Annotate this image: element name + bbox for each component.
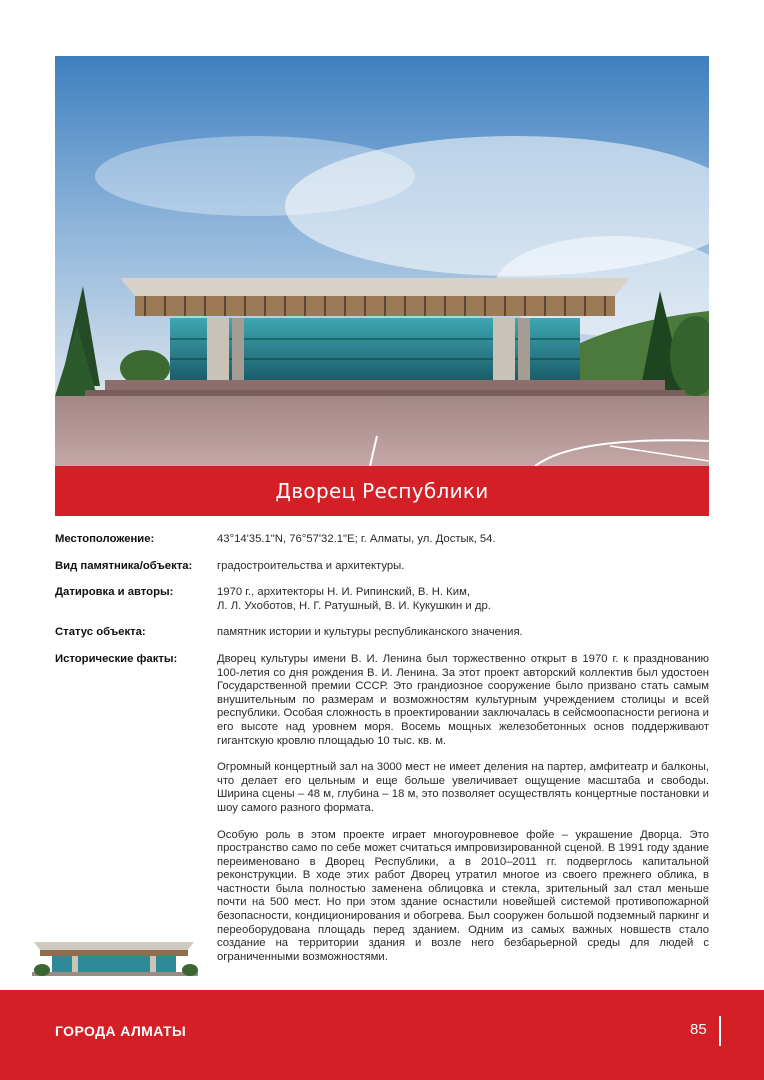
facts-text — [217, 653, 709, 964]
row-label: Исторические факты: — [55, 652, 178, 665]
row-value: памятник истории и культуры республиканского значения. — [217, 626, 523, 639]
footer — [0, 990, 764, 1080]
info-row-type — [55, 560, 709, 574]
palace-photo — [55, 56, 709, 466]
info-table — [55, 533, 709, 977]
info-row-facts — [55, 653, 709, 964]
paragraph: Огромный концертный зал на 3000 мест не имеет деления на партер, амфитеатр и балконы, что делает его цельным и еще больше увеличивает ощущение масштаба и свободы. Ширина сцены – 48 м, глубина – 18 м, это позволяет осуществлять концертные постановки и шоу самого разного формата. — [217, 761, 709, 814]
page-divider — [719, 1016, 721, 1046]
row-label: Местоположение: — [55, 533, 155, 545]
page-number: 85 — [690, 1021, 707, 1038]
paragraph: Дворец культуры имени В. И. Ленина был торжественно открыт в 1970 г. к празднованию 100-летия со дня рождения В. И. Ленина. За этот проект авторский коллектив был удостоен Государственной премии СССР. Это грандиозное сооружение было призвано стать самым внушительным по размерам и возможностям культурным учреждением столицы и всей республики. Особая сложность в проектировании заключалась в сейсмоопасности региона и его высоте над уровнем моря. Восемь мощных железобетонных основ поддерживают гигантскую кровлю площадью 10 тыс. кв. м. — [217, 652, 709, 747]
info-row-status — [55, 626, 709, 640]
row-label: Вид памятника/объекта: — [55, 559, 193, 572]
row-value-line: 1970 г., архитекторы Н. И. Рипинский, В. Н. Ким, — [217, 586, 470, 599]
info-row-dating — [55, 586, 709, 613]
section-title: ГОРОДА АЛМАТЫ — [55, 1023, 187, 1039]
row-value-line: Л. Л. Ухоботов, Н. Г. Ратушный, В. И. Кукушкин и др. — [217, 599, 491, 612]
page-title: Дворец Республики — [275, 479, 489, 503]
row-value — [217, 586, 709, 613]
building-thumbnail — [28, 932, 202, 982]
row-label: Датировка и авторы: — [55, 586, 174, 599]
row-value: 43°14'35.1"N, 76°57'32.1"E; г. Алматы, ул. Достык, 54. — [217, 533, 496, 545]
row-value: градостроительства и архитектуры. — [217, 559, 405, 572]
paragraph: Особую роль в этом проекте играет многоуровневое фойе – украшение Дворца. Это пространство само по себе может считаться импровизированной сценой. В 1991 году здание переименовано в Дворец Республики, а в 2010–2011 гг. подверглось капитальной реконструкции. В ходе этих работ Дворец утратил многое из своего прежнего облика, в частности была полностью заменена облицовка и стекла, зрительный зал стал меньше почти на 500 мест. Но при этом здание оснастили новейшей системой противопожарной безопасности, кондиционирования и обогрева. Был сооружен большой подземный паркинг и переоборудована площадь перед зданием. Одним из самых важных новшеств стало создание на территории здания и возле него безбарьерной среды для людей с ограниченными возможностями. — [217, 828, 709, 963]
title-band — [55, 466, 709, 516]
row-label: Статус объекта: — [55, 626, 146, 639]
info-row-location — [55, 533, 709, 547]
